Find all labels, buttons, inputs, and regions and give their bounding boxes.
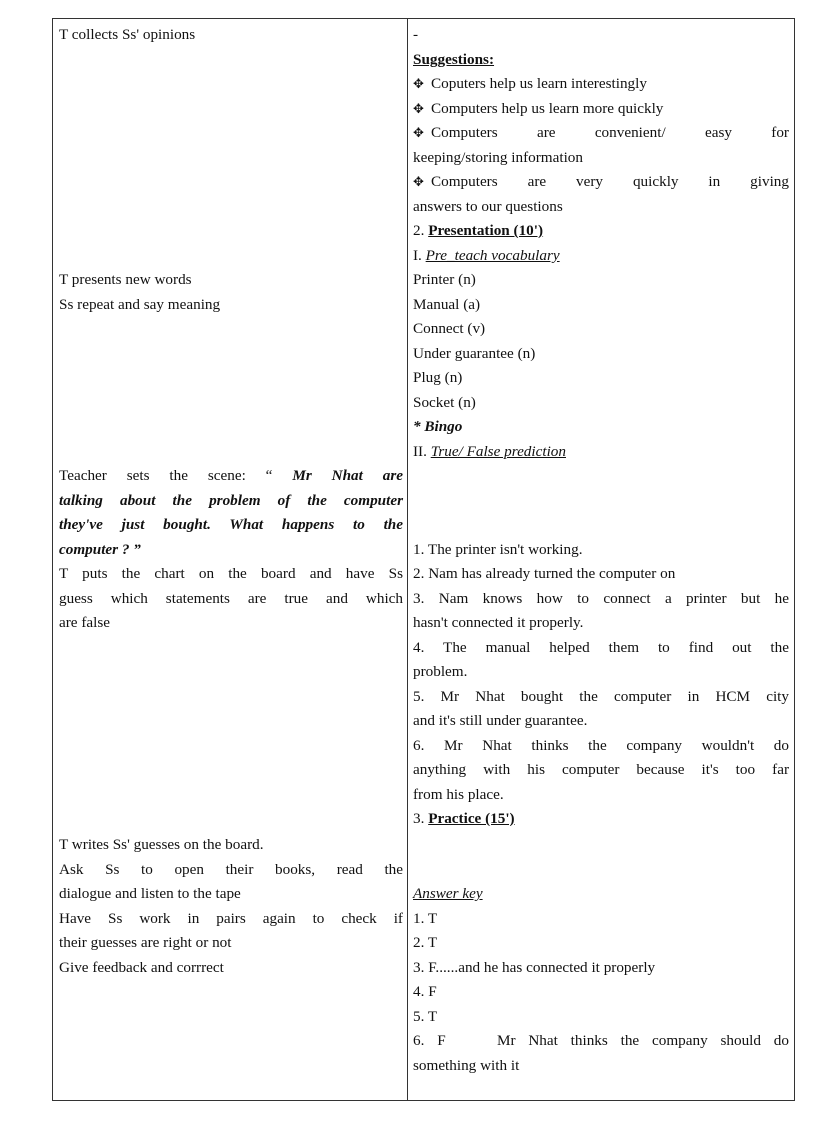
pre-teach-num: I. [413, 247, 426, 264]
left-scene-line4: computer ? ” [59, 541, 141, 558]
bingo-label: * Bingo [413, 418, 463, 435]
column-divider [407, 19, 408, 1100]
statement-5b: and it's still under guarantee. [413, 712, 588, 729]
left-scene-line2: talking about the problem of the computer [59, 492, 403, 509]
suggestion-3b: keeping/storing information [413, 149, 583, 166]
statement-1: 1. The printer isn't working. [413, 541, 583, 558]
vocab-item: Plug (n) [413, 369, 463, 386]
true-false-label: True/ False prediction [430, 443, 566, 460]
cross-bullet-icon: ✥ [413, 101, 424, 116]
vocab-item: Printer (n) [413, 271, 476, 288]
left-chart-line2: guess which statements are true and which [59, 590, 403, 607]
statement-2: 2. Nam has already turned the computer on [413, 565, 676, 582]
practice-heading [413, 807, 789, 832]
left-repeat: Ss repeat and say meaning [59, 296, 221, 313]
vocab-item: Under guarantee (n) [413, 345, 536, 362]
left-ask-line1: Ask Ss to open their books, read the [59, 861, 403, 878]
scene-bold1: Mr Nhat are [292, 467, 404, 484]
lesson-plan-table [52, 18, 795, 1101]
statement-6b: anything with his computer because it's too far [413, 761, 789, 778]
pre-teach-heading [413, 244, 789, 269]
right-dash: - [413, 26, 419, 43]
statement-3a: 3. Nam knows how to connect a printer but he [413, 590, 789, 607]
presentation-num: 2. [413, 222, 429, 239]
practice-num: 3. [413, 810, 429, 827]
left-pairs-line2: their guesses are right or not [59, 934, 232, 951]
left-pairs-line1: Have Ss work in pairs again to check if [59, 910, 403, 927]
pre-teach-label: Pre_teach vocabulary [425, 247, 560, 264]
left-chart-line1: T puts the chart on the board and have Ss [59, 565, 403, 582]
scene-prefix: Teacher sets the scene: “ [59, 467, 293, 484]
true-false-num: II. [413, 443, 431, 460]
answer-1: 1. T [413, 910, 438, 927]
left-collects: T collects Ss' opinions [59, 26, 196, 43]
true-false-heading [413, 440, 789, 465]
answer-2: 2. T [413, 934, 438, 951]
left-scene-line1 [59, 464, 403, 489]
answer-6b: something with it [413, 1057, 520, 1074]
answer-5: 5. T [413, 1008, 438, 1025]
suggestion-2 [413, 97, 789, 122]
suggestion-3a [413, 121, 789, 146]
presentation-heading [413, 219, 789, 244]
statement-6a: 6. Mr Nhat thinks the company wouldn't do [413, 737, 789, 754]
left-ask-line2: dialogue and listen to the tape [59, 885, 241, 902]
left-writes: T writes Ss' guesses on the board. [59, 836, 264, 853]
vocab-item: Manual (a) [413, 296, 481, 313]
answer-6a: 6. F Mr Nhat thinks the company should do [413, 1032, 789, 1049]
statement-6c: from his place. [413, 786, 504, 803]
suggestion-3a-text: Computers are convenient/ easy for [431, 124, 789, 141]
suggestion-2-text: Computers help us learn more quickly [431, 100, 664, 117]
practice-label: Practice (15') [428, 810, 515, 827]
suggestions-title: Suggestions: [413, 51, 495, 68]
vocab-item: Socket (n) [413, 394, 476, 411]
suggestion-4b: answers to our questions [413, 198, 563, 215]
presentation-label: Presentation (10') [428, 222, 544, 239]
cross-bullet-icon: ✥ [413, 76, 424, 91]
cross-bullet-icon: ✥ [413, 174, 424, 189]
statement-4a: 4. The manual helped them to find out the [413, 639, 789, 656]
suggestion-4a-text: Computers are very quickly in giving [431, 173, 789, 190]
left-chart-line3: are false [59, 614, 111, 631]
left-scene-line3: they've just bought. What happens to the [59, 516, 403, 533]
vocab-item: Connect (v) [413, 320, 486, 337]
cross-bullet-icon: ✥ [413, 125, 424, 140]
suggestion-1 [413, 72, 789, 97]
answer-3: 3. F......and he has connected it properly [413, 959, 656, 976]
statement-5a: 5. Mr Nhat bought the computer in HCM city [413, 688, 789, 705]
left-feedback: Give feedback and corrrect [59, 959, 224, 976]
answer-4: 4. F [413, 983, 437, 1000]
suggestion-1-text: Coputers help us learn interestingly [431, 75, 647, 92]
statement-3b: hasn't connected it properly. [413, 614, 584, 631]
statement-4b: problem. [413, 663, 468, 680]
suggestion-4a [413, 170, 789, 195]
answer-key-label: Answer key [413, 885, 483, 902]
left-presents: T presents new words [59, 271, 192, 288]
